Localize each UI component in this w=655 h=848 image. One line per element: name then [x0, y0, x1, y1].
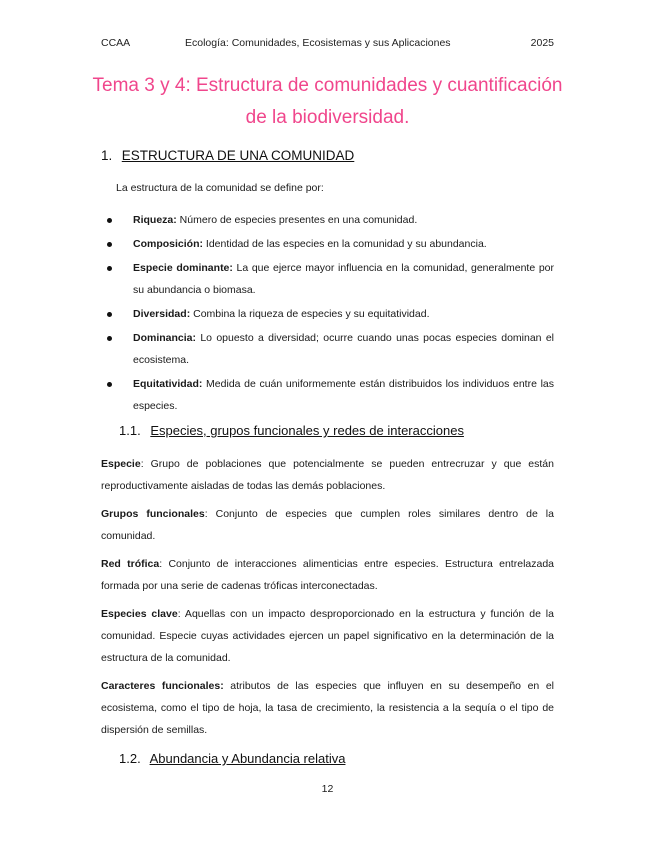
- list-item: [104, 303, 554, 325]
- intro-text: La estructura de la comunidad se define por:: [116, 182, 324, 194]
- header-center: Ecología: Comunidades, Ecosistemas y sus Aplicaciones: [185, 37, 451, 49]
- definition-paragraph: [101, 503, 554, 547]
- definition-term: Red trófica: [101, 558, 160, 570]
- bullet-term: Especie dominante:: [133, 262, 233, 274]
- bullet-term: Riqueza:: [133, 214, 177, 226]
- definition-paragraph: [101, 603, 554, 669]
- bullet-text: Medida de cuán uniformemente están distribuidos los individuos entre las especies.: [133, 378, 554, 412]
- definition-text: : Grupo de poblaciones que potencialmente se pueden entrecruzar y que están reproductivamente aisladas de todas las demás poblaciones.: [101, 458, 554, 492]
- subsection-title: Abundancia y Abundancia relativa: [149, 751, 346, 766]
- subsection-heading: [119, 423, 464, 438]
- header-right: 2025: [530, 37, 554, 49]
- subsection-number: 1.2.: [119, 751, 141, 766]
- bullet-text: Número de especies presentes en una comunidad.: [176, 214, 418, 226]
- page-title: Tema 3 y 4: Estructura de comunidades y cuantificación de la biodiversidad.: [92, 75, 563, 128]
- definition-text: atributos de las especies que influyen en su desempeño en el ecosistema, como el tipo de hoja, la tasa de crecimiento, la resistencia a la sequía o el tipo de dispersión de semillas.: [101, 680, 554, 736]
- bullet-term: Equitatividad:: [133, 378, 203, 390]
- subsection-number: 1.1.: [119, 423, 141, 438]
- bullet-text: Lo opuesto a diversidad; ocurre cuando unas pocas especies dominan el ecosistema.: [133, 332, 554, 366]
- page-header: [101, 37, 554, 51]
- definition-text: : Conjunto de interacciones alimenticias entre especies. Estructura entrelazada formada por una serie de cadenas tróficas interconectadas.: [101, 558, 555, 592]
- subsection-title: Especies, grupos funcionales y redes de interacciones: [150, 423, 464, 438]
- bullet-icon: [107, 218, 112, 223]
- section-title: ESTRUCTURA DE UNA COMUNIDAD: [121, 148, 355, 163]
- definition-term: Grupos funcionales: [101, 508, 205, 520]
- bullet-text: Identidad de las especies en la comunidad y su abundancia.: [203, 238, 487, 250]
- list-item: [104, 233, 554, 255]
- bullet-icon: [107, 312, 112, 317]
- definition-term: Especie: [101, 458, 141, 470]
- bullet-icon: [107, 336, 112, 341]
- bullet-term: Dominancia:: [133, 332, 197, 344]
- definition-term: Caracteres funcionales:: [101, 680, 224, 692]
- bullet-icon: [107, 242, 112, 247]
- list-item: [104, 209, 554, 231]
- bullet-text: Combina la riqueza de especies y su equitatividad.: [190, 308, 430, 320]
- definition-term: Especies clave: [101, 608, 178, 620]
- definition-text: : Conjunto de especies que cumplen roles similares dentro de la comunidad.: [101, 508, 554, 542]
- definition-paragraph: [101, 675, 554, 741]
- definition-text: : Aquellas con un impacto desproporcionado en la estructura y función de la comunidad. Especie cuyas actividades ejercen un papel significativo en la determinación de la estructura de la comunidad.: [101, 608, 554, 664]
- bullet-term: Diversidad:: [133, 308, 191, 320]
- section-heading: [101, 148, 354, 163]
- section-number: 1.: [101, 148, 113, 163]
- definition-paragraph: [101, 553, 554, 597]
- bullet-list: [104, 209, 554, 419]
- bullet-icon: [107, 266, 112, 271]
- page-number: 12: [321, 783, 334, 795]
- subsection-heading: [119, 751, 345, 766]
- list-item: [104, 257, 554, 301]
- bullet-term: Composición:: [133, 238, 203, 250]
- header-left: CCAA: [101, 37, 131, 49]
- definition-paragraph: [101, 453, 554, 497]
- bullet-icon: [107, 382, 112, 387]
- list-item: [104, 327, 554, 371]
- bullet-text: La que ejerce mayor influencia en la comunidad, generalmente por su abundancia o biomasa.: [133, 262, 554, 296]
- list-item: [104, 373, 554, 417]
